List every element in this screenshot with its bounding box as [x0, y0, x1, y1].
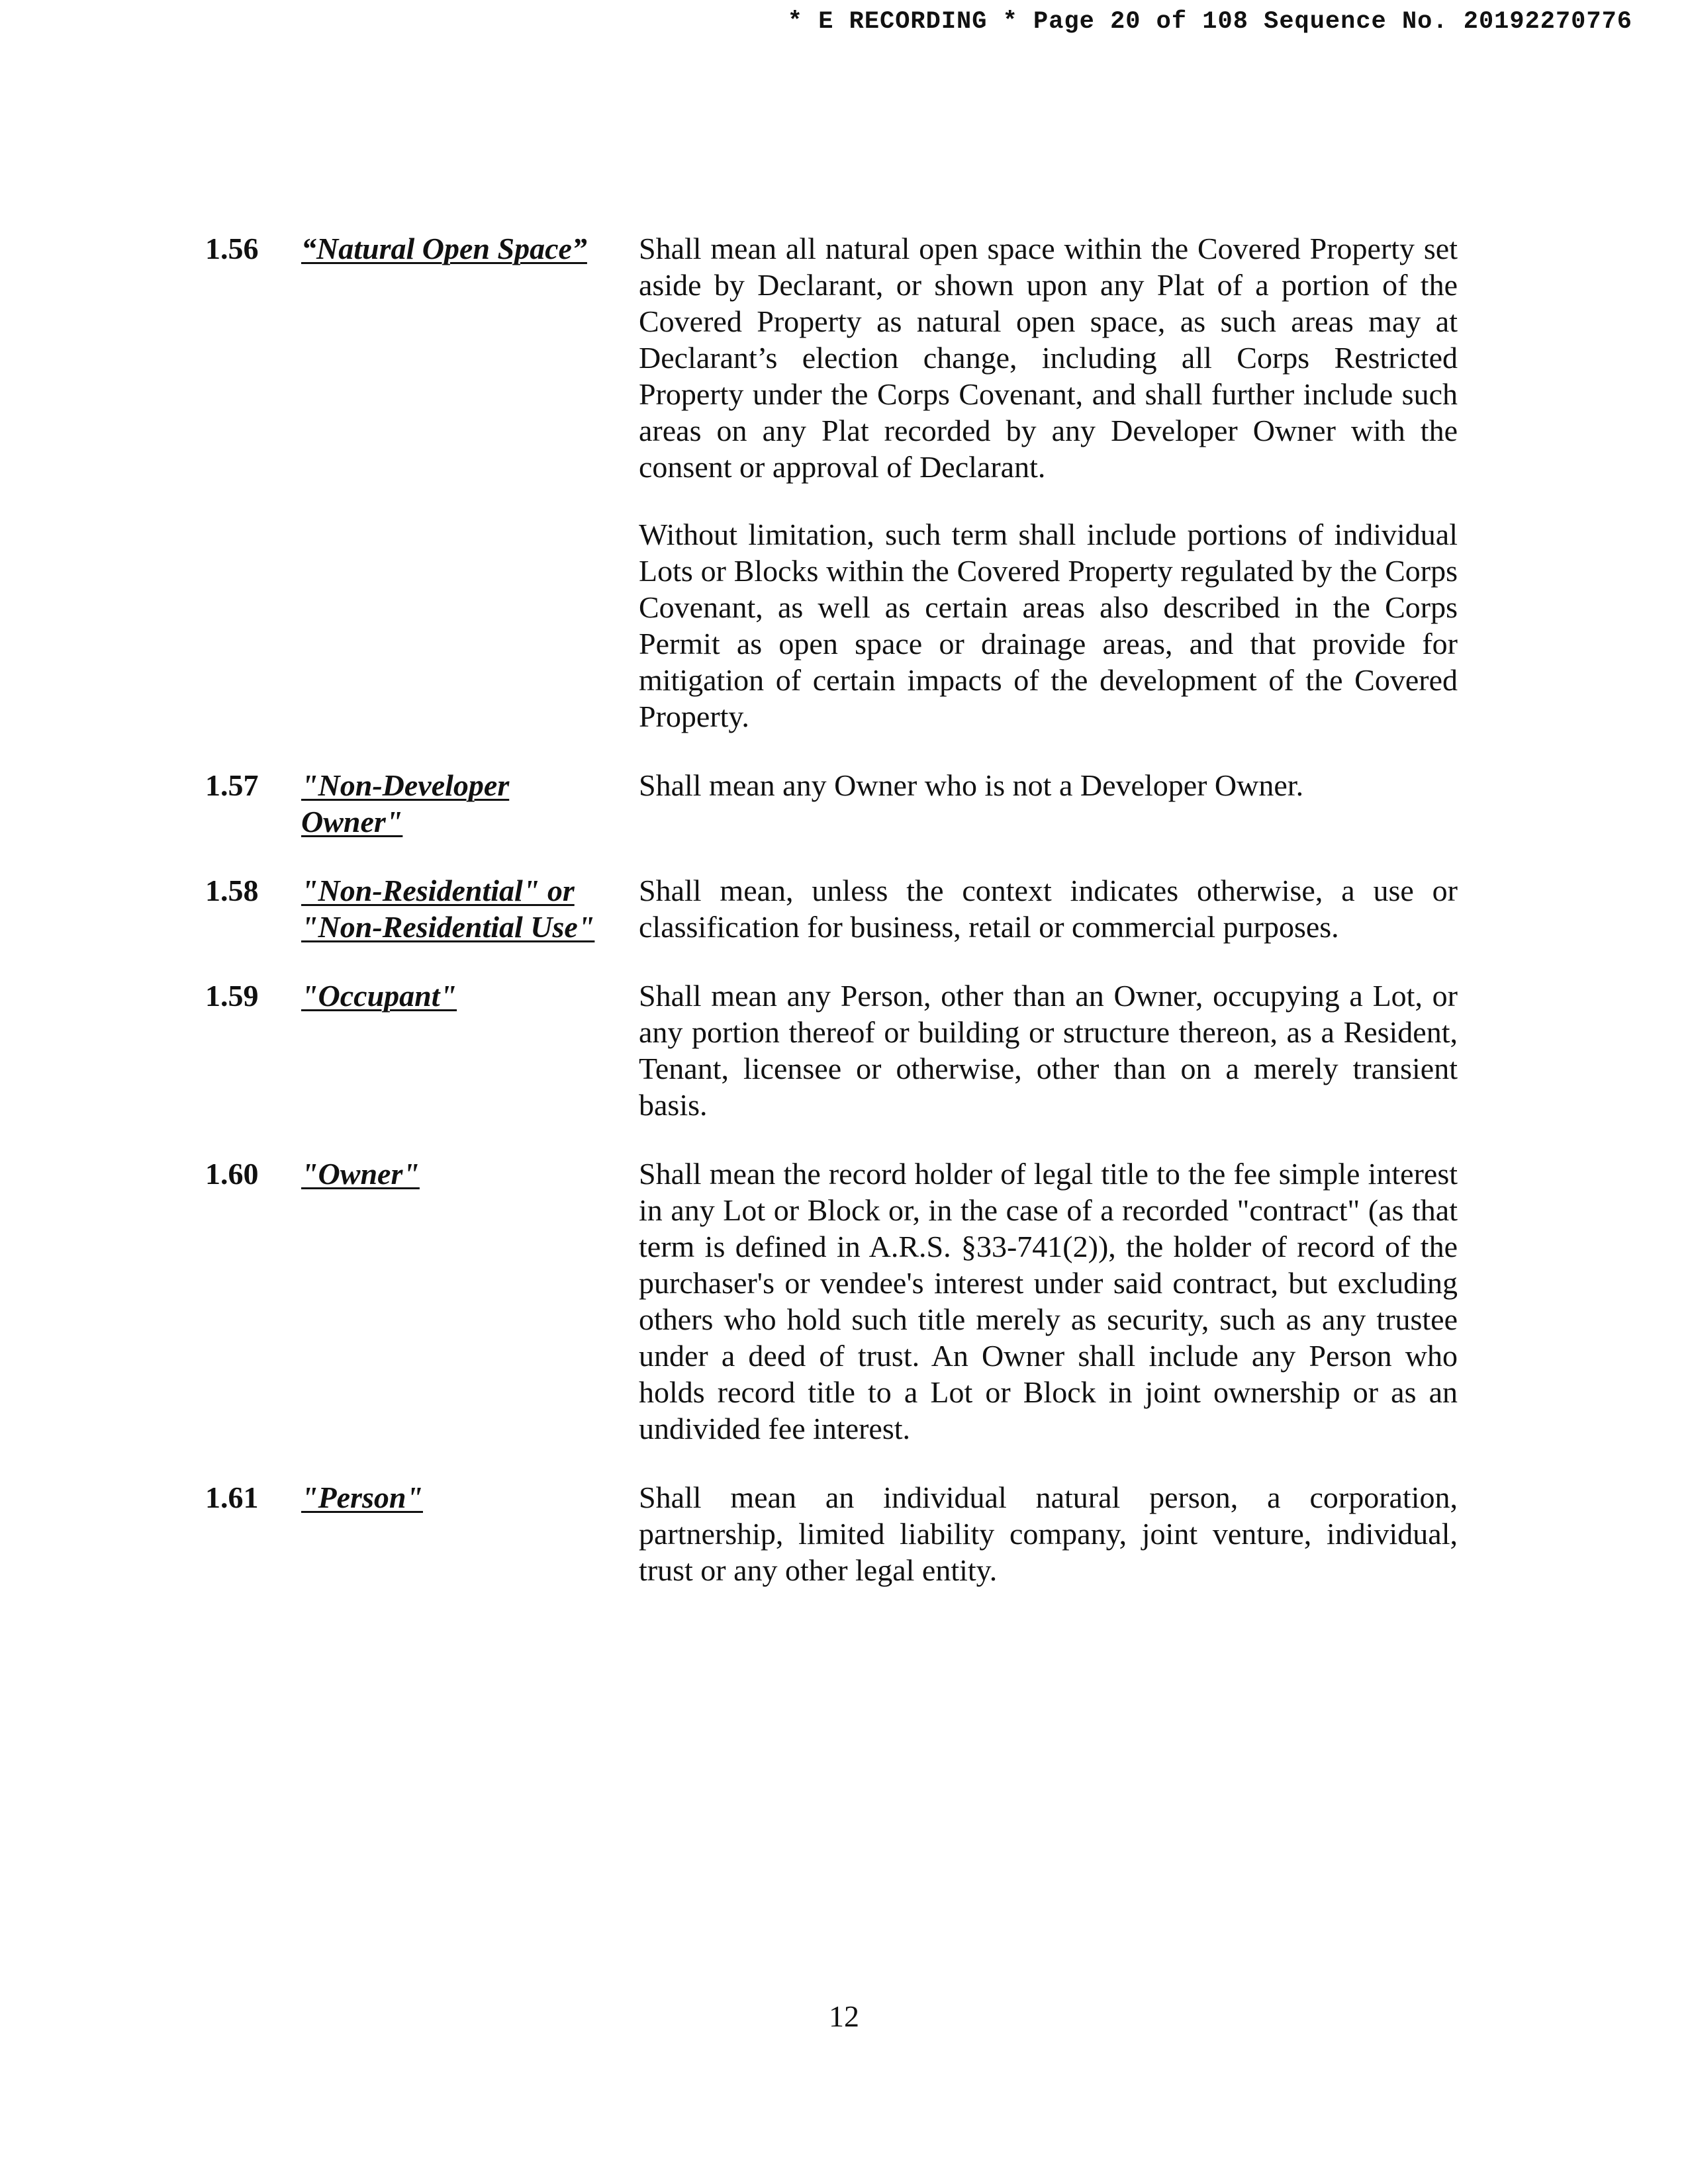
definition-term — [301, 230, 639, 267]
definition-text — [639, 872, 1458, 945]
definition-1-59 — [205, 978, 1458, 1123]
definition-1-57 — [205, 767, 1458, 840]
term-line: "Person" — [301, 1480, 423, 1514]
definition-text — [639, 1156, 1458, 1447]
definition-number: 1.57 — [205, 768, 259, 802]
definition-text — [639, 767, 1458, 803]
term-line: "Owner" — [301, 1157, 420, 1191]
definition-paragraph: Shall mean any Owner who is not a Developer Owner. — [639, 768, 1304, 802]
definition-number: 1.59 — [205, 979, 259, 1013]
definition-term — [301, 1479, 639, 1516]
definition-number: 1.58 — [205, 874, 259, 907]
definitions-list — [205, 230, 1458, 1621]
definition-1-58 — [205, 872, 1458, 945]
term-line: "Occupant" — [301, 979, 457, 1013]
term-line: "Non-Developer — [301, 768, 510, 802]
page-number: 12 — [829, 1999, 859, 2033]
definition-number: 1.60 — [205, 1157, 259, 1191]
definition-number: 1.61 — [205, 1480, 259, 1514]
definition-term — [301, 872, 639, 945]
definition-1-60 — [205, 1156, 1458, 1447]
definition-number: 1.56 — [205, 232, 259, 265]
definition-paragraph: Shall mean an individual natural person, a corporation, partnership, limited liability company, joint venture, individual, trust or any other legal entity. — [639, 1480, 1458, 1587]
definition-text — [639, 978, 1458, 1123]
definition-term — [301, 767, 639, 840]
definition-paragraph: Shall mean the record holder of legal title to the fee simple interest in any Lot or Block or, in the case of a recorded "contract" (as that term is defined in A.R.S. §33-741(2)), the holder of record of the purchaser's or vendee's interest under said contract, but excluding others who hold such title merely as security, such as any trustee under a deed of trust. An Owner shall include any Person who holds record title to a Lot or Block in joint ownership or as an undivided fee interest. — [639, 1157, 1458, 1445]
definition-text — [639, 1479, 1458, 1588]
term-line: "Non-Residential" or — [301, 874, 575, 907]
term-line: "Non-Residential Use" — [301, 910, 595, 944]
recording-header: * E RECORDING * Page 20 of 108 Sequence No. 20192270776 — [787, 8, 1632, 36]
definition-paragraph: Shall mean any Person, other than an Owner, occupying a Lot, or any portion thereof or building or structure thereon, as a Resident, Tenant, licensee or otherwise, other than on a merely transient basis. — [639, 979, 1458, 1122]
definition-text — [639, 230, 1458, 735]
term-line: “Natural Open Space” — [301, 232, 587, 265]
definition-term — [301, 1156, 639, 1192]
definition-term — [301, 978, 639, 1014]
definition-paragraph: Without limitation, such term shall include portions of individual Lots or Blocks within the Covered Property regulated by the Corps Covenant, as well as certain areas also described in the Corps Permit as open space or drainage areas, and that provide for mitigation of certain impacts of the development of the Covered Property. — [639, 518, 1458, 733]
definition-paragraph: Shall mean all natural open space within the Covered Property set aside by Declarant, or shown upon any Plat of a portion of the Covered Property as natural open space, as such areas may at Declarant’s election change, including all Corps Restricted Property under the Corps Covenant, and shall further include such areas on any Plat recorded by any Developer Owner with the consent or approval of Declarant. — [639, 232, 1458, 484]
term-line: Owner" — [301, 805, 403, 839]
definition-paragraph: Shall mean, unless the context indicates otherwise, a use or classification for business, retail or commercial purposes. — [639, 874, 1458, 944]
definition-1-61 — [205, 1479, 1458, 1588]
definition-1-56 — [205, 230, 1458, 735]
